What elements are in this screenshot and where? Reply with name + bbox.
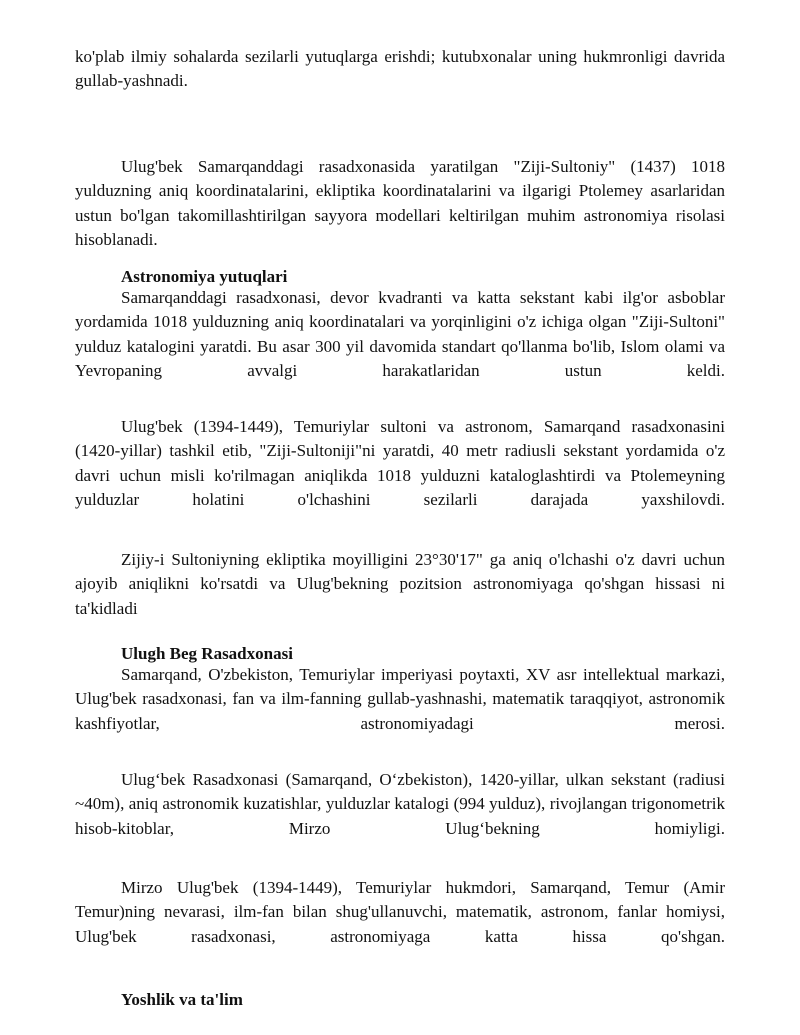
paragraph-ziji-sultoniy	[75, 155, 725, 253]
heading-observatory: Ulugh Beg Rasadxonasi	[121, 644, 293, 663]
paragraph-ulugbek-sultan	[75, 415, 725, 513]
paragraph-text: Ulug‘bek Rasadxonasi (Samarqand, O‘zbekiston), 1420-yillar, ulkan sekstant (radiusi ~40m), aniq astronomik kuzatishlar, yulduzlar katalogi (994 yulduz), rivojlangan trigonometrik hisob-kitoblar, Mirzo Ulug‘bekning homiyligi.	[75, 770, 725, 838]
heading-astronomy-achievements: Astronomiya yutuqlari	[121, 267, 288, 286]
paragraph-text: Samarqanddagi rasadxonasi, devor kvadranti va katta sekstant kabi ilg'or asboblar yordamida 1018 yulduzning aniq koordinatalari va yorqinligini o'z ichiga olgan "Ziji-Sultoni" yulduz katalogini yaratdi. Bu asar 300 yil davomida standart qo'llanma bo'lib, Islom olami va Yevropaning avvalgi harakatlaridan ustun keldi.	[75, 288, 725, 381]
paragraph-star-catalog	[75, 286, 725, 384]
heading-youth-education: Yoshlik va ta'lim	[121, 990, 243, 1009]
paragraph-text: Ulug'bek Samarqanddagi rasadxonasida yaratilgan "Ziji-Sultoniy" (1437) 1018 yulduzning aniq koordinatalarini, ekliptika koordinatalarini va ilgarigi Ptolemey asarlaridan ustun bo'lgan takomillashtirilgan sayyora modellari keltirilgan muhim astronomiya risolasi hisoblanadi.	[75, 157, 725, 250]
paragraph-text: Zijiy-i Sultoniyning ekliptika moyilligini 23°30'17" ga aniq o'lchashi o'z davri uchun ajoyib aniqlikni ko'rsatdi va Ulug'bekning pozitsion astronomiyaga qo'shgan hissasi ni ta'kidladi	[75, 550, 725, 618]
paragraph-text: Mirzo Ulug'bek (1394-1449), Temuriylar hukmdori, Samarqand, Temur (Amir Temur)ning nevarasi, ilm-fan bilan shug'ullanuvchi, matematik, astronom, fanlar homiysi, Ulug'bek rasadxonasi, astronomiyaga katta hissa qo'shgan.	[75, 878, 725, 946]
paragraph-text: ko'plab ilmiy sohalarda sezilarli yutuqlarga erishdi; kutubxonalar uning hukmronligi davrida gullab-yashnadi.	[75, 47, 725, 91]
paragraph-samarkand	[75, 663, 725, 736]
paragraph-ecliptic	[75, 548, 725, 621]
paragraph-text: Samarqand, O'zbekiston, Temuriylar imperiyasi poytaxti, XV asr intellektual markazi, Ulug'bek rasadxonasi, fan va ilm-fanning gullab-yashnashi, matematik taraqqiyot, astronomik kashfiyotlar, astronomiyadagi merosi.	[75, 665, 725, 733]
paragraph-mirzo-ulugbek	[75, 876, 725, 949]
paragraph-text: Ulug'bek (1394-1449), Temuriylar sultoni va astronom, Samarqand rasadxonasini (1420-yillar) tashkil etib, "Ziji-Sultoniji"ni yaratdi, 40 metr radiusli sekstant yordamida o'z davri uchun misli ko'rilmagan aniqlikda 1018 yulduzni kataloglashtirdi va Ptolemeyning yulduzlar holatini o'lchashini sezilarli darajada yaxshilovdi.	[75, 417, 725, 510]
paragraph-observatory-details	[75, 768, 725, 841]
paragraph-libraries	[75, 45, 725, 94]
